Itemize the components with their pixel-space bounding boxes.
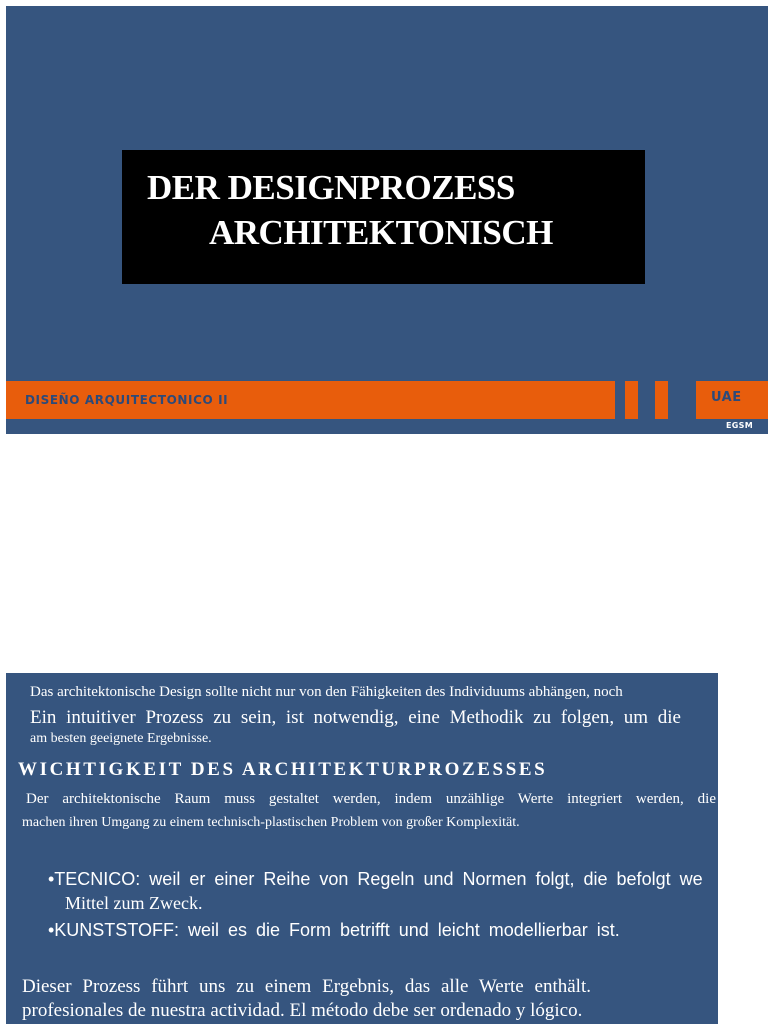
content-slide: [6, 673, 718, 1024]
paragraph-2-line-1: Der architektonische Raum muss gestaltet werden, indem unzählige Werte integriert werden, die: [26, 791, 716, 807]
institution-box: [696, 381, 768, 419]
orange-stripe: [625, 381, 638, 419]
title-slide: [6, 6, 768, 434]
paragraph-1-line-2: Ein intuitiver Prozess zu sein, ist notwendig, eine Methodik zu folgen, um die: [30, 707, 681, 728]
bullet-tecnico: •TECNICO: weil er einer Reihe von Regeln und Normen folgt, die befolgt we: [48, 869, 703, 889]
title-line-1: DER DESIGNPROZESS: [147, 168, 515, 207]
small-logo: EGSM: [726, 421, 753, 430]
title-line-2: ARCHITEKTONISCH: [209, 213, 553, 252]
paragraph-3-line-1: Dieser Prozess führt uns zu einem Ergebnis, das alle Werte enthält.: [22, 976, 591, 997]
bullet-tecnico-continuation: Mittel zum Zweck.: [65, 893, 203, 913]
paragraph-2-line-2: machen ihren Umgang zu einem technisch-plastischen Problem von großer Komplexität.: [22, 815, 520, 830]
orange-stripe: [655, 381, 668, 419]
course-label: DISEÑO ARQUITECTONICO II: [25, 393, 229, 407]
paragraph-1-line-3: am besten geeignete Ergebnisse.: [30, 731, 212, 746]
bullet-kunststoff: •KUNSTSTOFF: weil es die Form betrifft und leicht modellierbar ist.: [48, 920, 620, 940]
title-box: [122, 150, 645, 284]
paragraph-3-line-2: profesionales de nuestra actividad. El método debe ser ordenado y lógico.: [22, 1000, 583, 1021]
paragraph-1-line-1: Das architektonische Design sollte nicht nur von den Fähigkeiten des Individuums abhängen, noch: [30, 684, 623, 700]
footer-band: [6, 381, 615, 419]
section-heading: WICHTIGKEIT DES ARCHITEKTURPROZESSES: [18, 759, 548, 780]
institution-label: UAE: [711, 390, 742, 405]
